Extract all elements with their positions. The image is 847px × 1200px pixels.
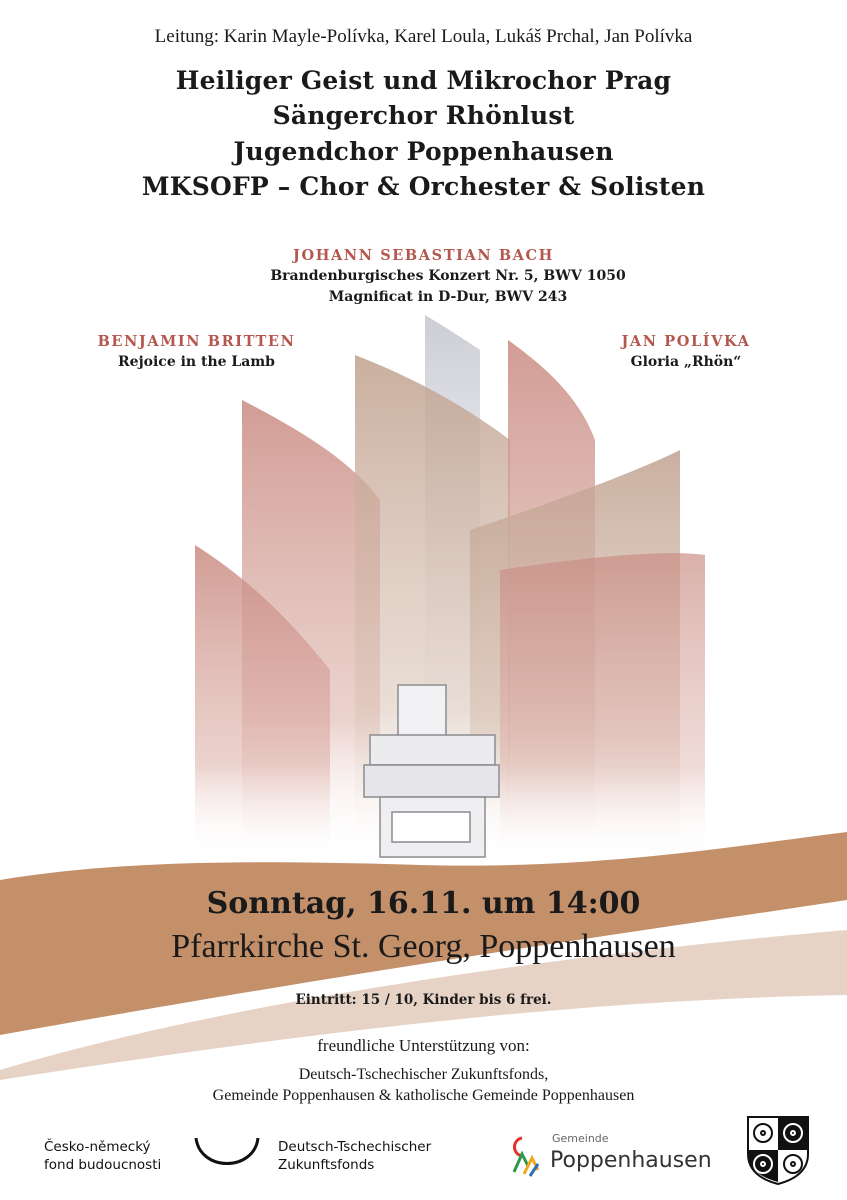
german-fund-line-2: Zukunftsfonds: [278, 1157, 375, 1173]
support-line-1: Deutsch-Tschechischer Zukunftsfonds,: [298, 1066, 549, 1083]
gemeinde-label: Gemeinde: [552, 1132, 609, 1145]
conductors-line: Leitung: Karin Mayle-Polívka, Karel Loula, Lukáš Prchal, Jan Polívka: [154, 26, 693, 47]
german-fund-line-1: Deutsch-Tschechischer: [278, 1139, 432, 1155]
work-polivka: Gloria „Rhön“: [630, 354, 742, 370]
support-title: freundliche Unterstützung von:: [317, 1036, 530, 1055]
choir-3: Jugendchor Poppenhausen: [233, 137, 614, 166]
czech-fund-line-1: Česko-německý: [44, 1139, 151, 1155]
choir-1: Heiliger Geist und Mikrochor Prag: [175, 66, 672, 95]
gemeinde-logo-icon: [508, 1132, 550, 1178]
work-bach-2: Magnificat in D-Dur, BWV 243: [328, 289, 568, 305]
event-date: Sonntag, 16.11. um 14:00: [206, 886, 641, 921]
german-fund-logo-text: [278, 1138, 431, 1174]
work-britten: Rejoice in the Lamb: [118, 354, 275, 370]
czech-fund-logo-text: [44, 1138, 161, 1174]
choir-4: MKSOFP – Chor & Orchester & Solisten: [141, 172, 706, 201]
support-line-2: Gemeinde Poppenhausen & katholische Gemeinde Poppenhausen: [212, 1087, 635, 1104]
event-venue: Pfarrkirche St. Georg, Poppenhausen: [171, 928, 676, 965]
choir-2: Sängerchor Rhönlust: [272, 101, 575, 130]
organ-illustration: [180, 300, 720, 890]
work-bach-1: Brandenburgisches Konzert Nr. 5, BWV 1050: [270, 268, 626, 284]
admission-info: Eintritt: 15 / 10, Kinder bis 6 frei.: [295, 992, 552, 1008]
coat-of-arms-icon: [745, 1114, 811, 1186]
czech-fund-line-2: fond budoucnosti: [44, 1157, 162, 1173]
organ-pipe-right-front: [500, 553, 705, 860]
composer-bach: JOHANN SEBASTIAN BACH: [293, 247, 554, 264]
composer-britten: BENJAMIN BRITTEN: [97, 333, 296, 350]
gemeinde-name: Poppenhausen: [550, 1148, 712, 1173]
composer-polivka: JAN POLÍVKA: [621, 333, 751, 350]
fund-arc-icon: [192, 1134, 262, 1178]
